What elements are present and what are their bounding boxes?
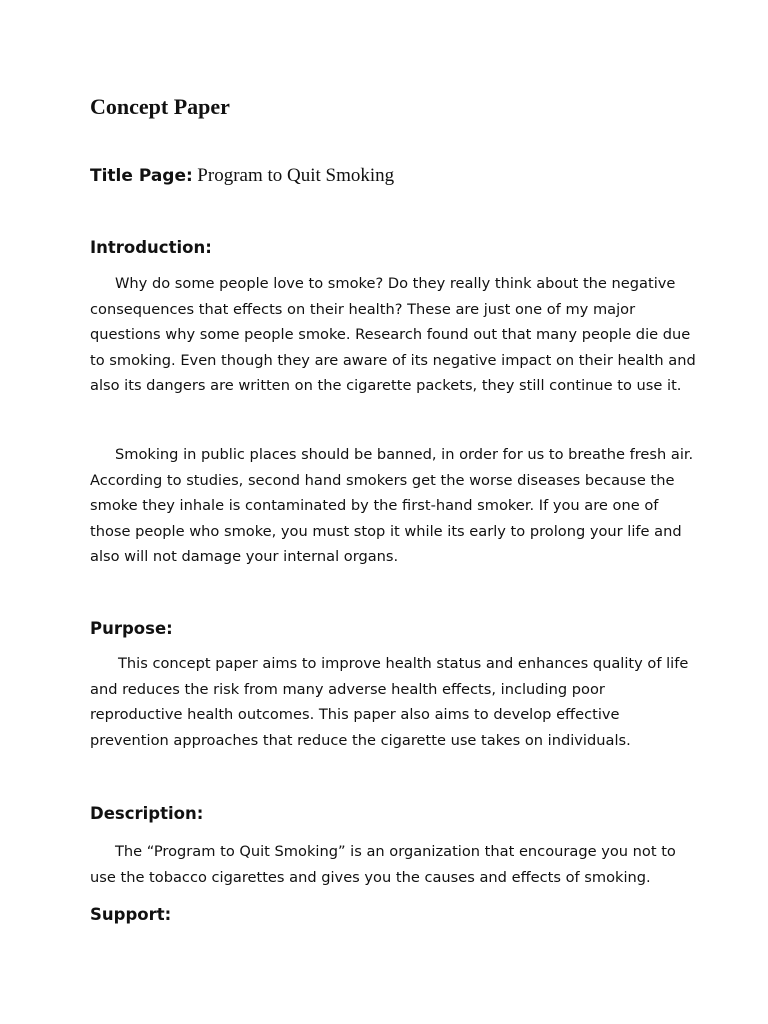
paragraph-line: consequences that effects on their health? These are just one of my major — [90, 300, 636, 318]
document-title: Concept Paper — [90, 94, 230, 119]
paragraph-line: This concept paper aims to improve health status and enhances quality of life — [118, 655, 689, 672]
paragraph-line: also will not damage your internal organs. — [90, 548, 399, 565]
paragraph-line: those people who smoke, you must stop it while its early to prolong your life and — [90, 522, 682, 540]
paragraph-line: prevention approaches that reduce the cigarette use takes on individuals. — [90, 731, 631, 749]
title-page-value: Program to Quit Smoking — [197, 165, 395, 186]
support-heading: Support: — [90, 905, 172, 924]
paragraph-line: use the tobacco cigarettes and gives you the causes and effects of smoking. — [90, 868, 651, 886]
paragraph-line: to smoking. Even though they are aware of its negative impact on their health and — [90, 351, 696, 369]
purpose-heading: Purpose: — [90, 619, 173, 638]
introduction-heading: Introduction: — [90, 238, 212, 257]
paragraph-line: smoke they inhale is contaminated by the first-hand smoker. If you are one of — [90, 497, 659, 514]
purpose-paragraph — [90, 651, 690, 753]
paragraph-line: Why do some people love to smoke? Do they really think about the negative — [115, 275, 676, 292]
paragraph-line: reproductive health outcomes. This paper also aims to develop effective — [90, 706, 620, 723]
description-heading: Description: — [90, 804, 204, 823]
paragraph-line: The “Program to Quit Smoking” is an organization that encourage you not to — [115, 843, 676, 860]
introduction-paragraph-2 — [90, 442, 694, 570]
title-page-label: Title Page: — [90, 166, 193, 186]
paragraph-line: According to studies, second hand smokers get the worse diseases because the — [90, 471, 675, 489]
paragraph-line: questions why some people smoke. Research found out that many people die due — [90, 326, 691, 343]
paragraph-line: Smoking in public places should be banned, in order for us to breathe fresh air. — [115, 446, 694, 463]
paragraph-line: also its dangers are written on the cigarette packets, they still continue to use it. — [90, 377, 682, 394]
introduction-paragraph-1 — [90, 271, 696, 399]
title-page-line — [90, 160, 394, 191]
description-paragraph — [90, 839, 690, 890]
paragraph-line: and reduces the risk from many adverse health effects, including poor — [90, 680, 605, 698]
